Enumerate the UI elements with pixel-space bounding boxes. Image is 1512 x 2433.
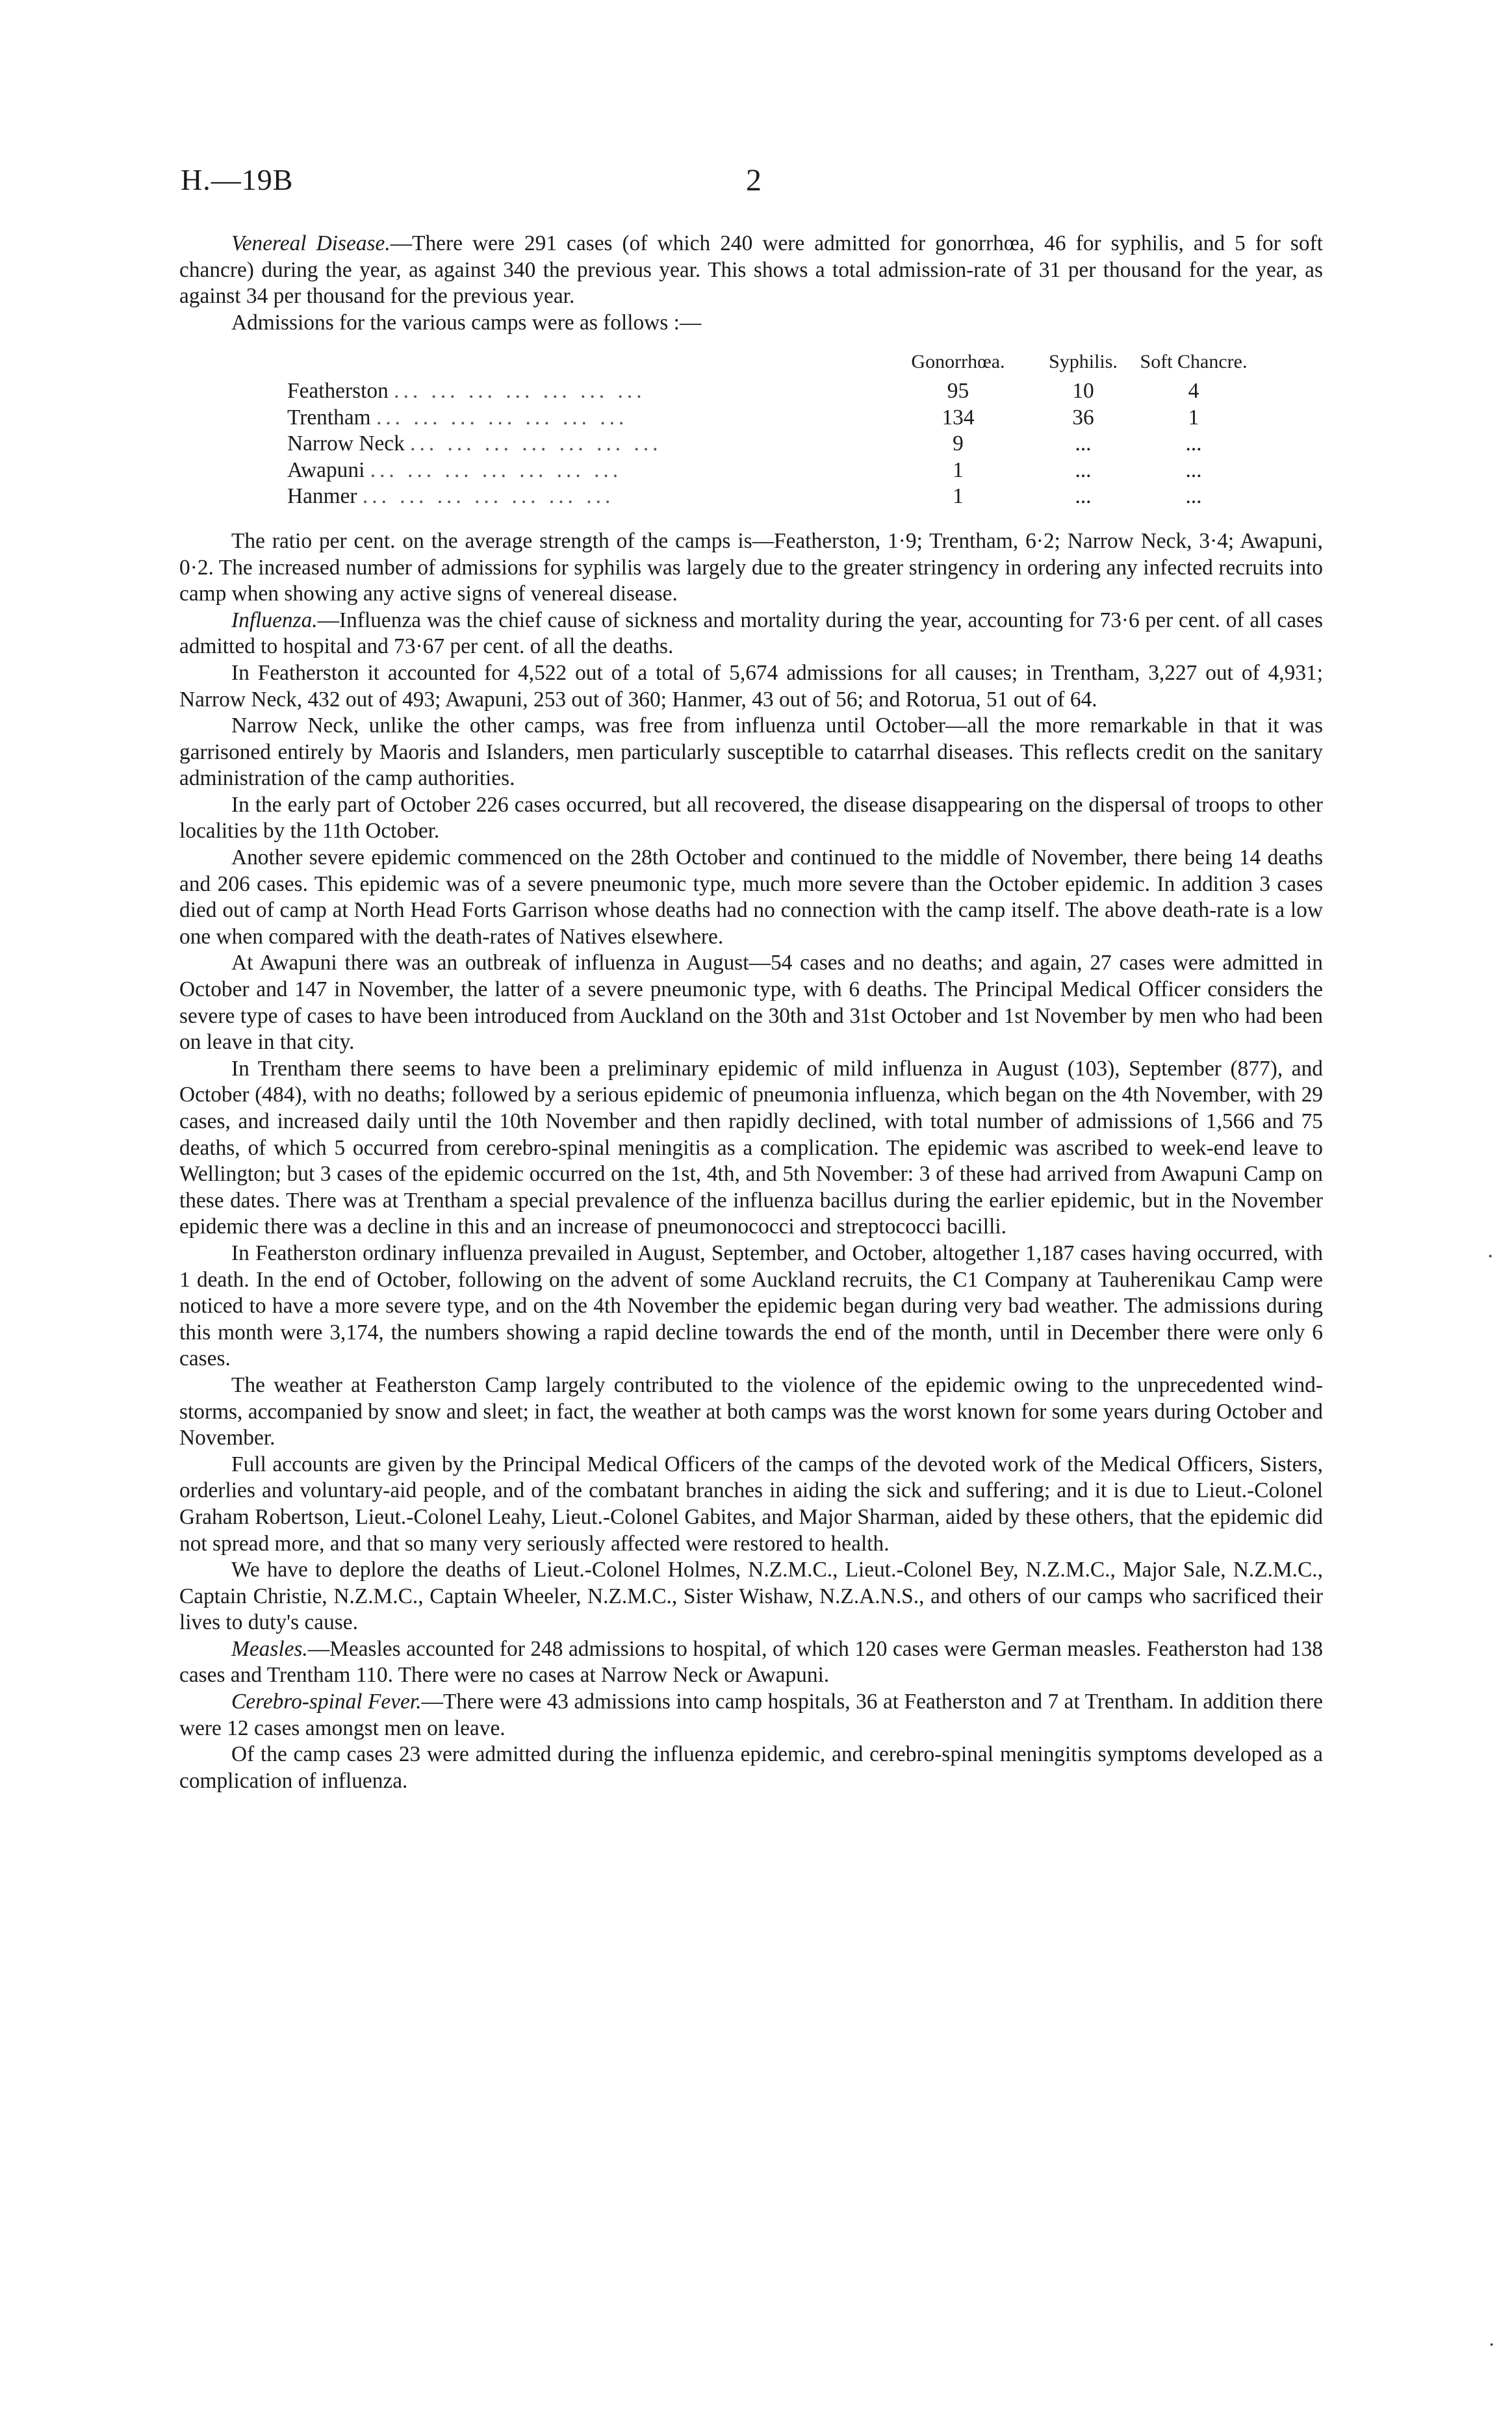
another-epidemic-paragraph: Another severe epidemic commenced on the 28th October and continued to the middle of November, there being 14 deaths and 206 cases. This epidemic was of a severe pneumonic type, much more severe than the October epidemic. In addition 3 cases died out of camp at North Head Forts Garrison whose deaths had no connection with the camp itself. The above death-rate is a low one when compared with the death-rates of Natives elsewhere. bbox=[179, 845, 1323, 949]
document-reference: H.—19B bbox=[181, 163, 294, 196]
soft-chancre-count: ... bbox=[1185, 457, 1202, 482]
measles-text: —Measles accounted for 248 admissions to hospital, of which 120 cases were German measles. Featherston had 138 cases and Trentham 110. There were no cases at Narrow Neck or Awapuni. bbox=[179, 1636, 1323, 1688]
soft-chancre-count: 4 bbox=[1188, 378, 1199, 403]
camp-name: Trentham bbox=[287, 405, 371, 430]
dot-leader: ... ... ... ... ... ... ... bbox=[376, 405, 628, 430]
table-row bbox=[287, 431, 1255, 457]
gonorrhoea-count: 1 bbox=[953, 457, 964, 482]
admissions-intro: Admissions for the various camps were as follows :— bbox=[231, 310, 702, 335]
influenza-text: —Influenza was the chief cause of sickness and mortality during the year, accounting for 73·6 per cent. of all cases admitted to hospital and 73·67 per cent. of all the deaths. bbox=[179, 608, 1323, 659]
soft-chancre-column-header: Soft Chancre. bbox=[1140, 351, 1248, 373]
soft-chancre-count: ... bbox=[1185, 431, 1202, 456]
document-body bbox=[179, 231, 1323, 1794]
deplore-paragraph: We have to deplore the deaths of Lieut.-Colonel Holmes, N.Z.M.C., Lieut.-Colonel Bey, N.Z.M.C., Major Sale, N.Z.M.C., Captain Christie, N.Z.M.C., Captain Wheeler, N.Z.M.C., Sister Wishaw, N.Z.A.N.S., and others of our camps who sacrificed their lives to duty's cause. bbox=[179, 1558, 1323, 1635]
october-paragraph: In the early part of October 226 cases occurred, but all recovered, the disease disappearing on the dispersal of troops to other localities by the 11th October. bbox=[179, 792, 1323, 843]
syphilis-count: ... bbox=[1075, 431, 1092, 456]
syphilis-count: ... bbox=[1075, 484, 1092, 509]
cerebro-spinal-followup-paragraph: Of the camp cases 23 were admitted during the influenza epidemic, and cerebro-spinal meningitis symptoms developed as a complication of influenza. bbox=[179, 1742, 1323, 1793]
featherston-totals-paragraph: In Featherston it accounted for 4,522 out of a total of 5,674 admissions for all causes; in Trentham, 3,227 out of 4,931; Narrow Neck, 432 out of 493; Awapuni, 253 out of 360; Hanmer, 43 out of 56; and Rotorua, 51 out of 64. bbox=[179, 660, 1323, 712]
page-header bbox=[0, 162, 1512, 208]
venereal-disease-heading: Venereal Disease. bbox=[231, 231, 391, 255]
measles-paragraph bbox=[179, 1636, 1323, 1689]
full-accounts-paragraph: Full accounts are given by the Principal Medical Officers of the camps of the devoted work of the Medical Officers, Sisters, orderlies and voluntary-aid people, and of the combatant branches in aiding the sick and suffering; and it is due to Lieut.-Colonel Graham Robertson, Lieut.-Colonel Leahy, Lieut.-Colonel Gabites, and Major Sharman, aided by these others, that the epidemic did not spread more, and that so many very seriously affected were restored to health. bbox=[179, 1452, 1323, 1556]
ratio-paragraph: The ratio per cent. on the average strength of the camps is—Featherston, 1·9; Trentham, 6·2; Narrow Neck, 3·4; Awapuni, 0·2. The increased number of admissions for syphilis was largely due to the greater stringency in ordering any infected recruits into camp when showing any active signs of venereal disease. bbox=[179, 528, 1323, 606]
venereal-disease-paragraph bbox=[179, 231, 1323, 310]
admissions-table bbox=[287, 349, 1255, 510]
cerebro-spinal-paragraph bbox=[179, 1689, 1323, 1742]
trentham-paragraph: In Trentham there seems to have been a preliminary epidemic of mild influenza in August (103), September (877), and October (484), with no deaths; followed by a serious epidemic of pneumonia influenza, which began on the 4th November, with 29 cases, and increased daily until the 10th November and then rapidly declined, with total number of admissions of 1,566 and 75 deaths, of which 5 occurred from cerebro-spinal meningitis as a complication. The epidemic was ascribed to week-end leave to Wellington; but 3 cases of the epidemic occurred on the 1st, 4th, and 5th November: 3 of these had arrived from Awapuni Camp on these dates. There was at Trentham a special prevalence of the influenza bacillus during the earlier epidemic, but in the November epidemic there was a decline in this and an increase of pneumonococci and streptococci bacilli. bbox=[179, 1056, 1323, 1239]
camp-name: Awapuni bbox=[287, 457, 365, 482]
soft-chancre-count: 1 bbox=[1188, 405, 1199, 430]
dot-leader: ... ... ... ... ... ... ... bbox=[370, 457, 622, 482]
dot-leader: ... ... ... ... ... ... ... bbox=[410, 431, 662, 456]
gonorrhoea-count: 9 bbox=[953, 431, 964, 456]
dot-leader: ... ... ... ... ... ... ... bbox=[394, 378, 646, 403]
scan-artifact-mark: · bbox=[1488, 2333, 1496, 2357]
gonorrhoea-count: 95 bbox=[947, 378, 969, 403]
table-row bbox=[287, 405, 1255, 431]
table-row bbox=[287, 457, 1255, 484]
table-row bbox=[287, 483, 1255, 510]
influenza-paragraph bbox=[179, 608, 1323, 660]
gonorrhoea-count: 1 bbox=[953, 484, 964, 509]
scan-artifact-mark: · bbox=[1487, 1244, 1494, 1268]
camp-column-header bbox=[287, 349, 882, 378]
gonorrhoea-count: 134 bbox=[942, 405, 975, 430]
venereal-disease-text: —There were 291 cases (of which 240 were admitted for gonorrhœa, 46 for syphilis, and 5 for soft chancre) during the year, as against 340 the previous year. This shows a total admission-rate of 31 per thousand for the year, as against 34 per thousand for the previous year. bbox=[179, 231, 1323, 309]
cerebro-spinal-text: —There were 43 admissions into camp hospitals, 36 at Featherston and 7 at Trentham. In addition there were 12 cases amongst men on leave. bbox=[179, 1690, 1323, 1740]
table-row bbox=[287, 378, 1255, 405]
awapuni-paragraph: At Awapuni there was an outbreak of influenza in August—54 cases and no deaths; and again, 27 cases were admitted in October and 147 in November, the latter of a severe pneumonic type, with 6 deaths. The Principal Medical Officer considers the severe type of cases to have been introduced from Auckland on the 30th and 31st October and 1st November by men who had been on leave in that city. bbox=[179, 951, 1323, 1055]
syphilis-count: 36 bbox=[1072, 405, 1094, 430]
syphilis-count: ... bbox=[1075, 457, 1092, 482]
weather-paragraph: The weather at Featherston Camp largely contributed to the violence of the epidemic owing to the unprecedented wind-storms, accompanied by snow and sleet; in fact, the weather at both camps was the worst known for some years during October and November. bbox=[179, 1372, 1323, 1450]
syphilis-count: 10 bbox=[1072, 378, 1094, 403]
featherston-ordinary-paragraph: In Featherston ordinary influenza prevailed in August, September, and October, altogether 1,187 cases having occurred, with 1 death. In the end of October, following on the advent of some Auckland recruits, the C1 Company at Tauherenikau Camp were noticed to have a more severe type, and on the 4th November the epidemic began during very bad weather. The admissions during this month were 3,174, the numbers showing a rapid decline towards the end of the month, until in December there were only 6 cases. bbox=[179, 1241, 1323, 1371]
narrow-neck-paragraph: Narrow Neck, unlike the other camps, was free from influenza until October—all the more remarkable in that it was garrisoned entirely by Maoris and Islanders, men particularly susceptible to catarrhal diseases. This reflects credit on the sanitary administration of the camp authorities. bbox=[179, 714, 1323, 791]
page-number: 2 bbox=[746, 163, 762, 198]
camp-name: Narrow Neck bbox=[287, 431, 405, 456]
measles-heading: Measles. bbox=[231, 1636, 308, 1661]
influenza-heading: Influenza. bbox=[231, 608, 318, 632]
gonorrhoea-column-header: Gonorrhœa. bbox=[911, 351, 1005, 373]
cerebro-spinal-heading: Cerebro-spinal Fever. bbox=[231, 1690, 422, 1714]
soft-chancre-count: ... bbox=[1185, 484, 1202, 509]
admissions-table-header bbox=[287, 349, 1255, 378]
camp-name: Hanmer bbox=[287, 484, 357, 509]
camp-name: Featherston bbox=[287, 378, 389, 403]
syphilis-column-header: Syphilis. bbox=[1049, 351, 1118, 373]
dot-leader: ... ... ... ... ... ... ... bbox=[362, 484, 615, 509]
